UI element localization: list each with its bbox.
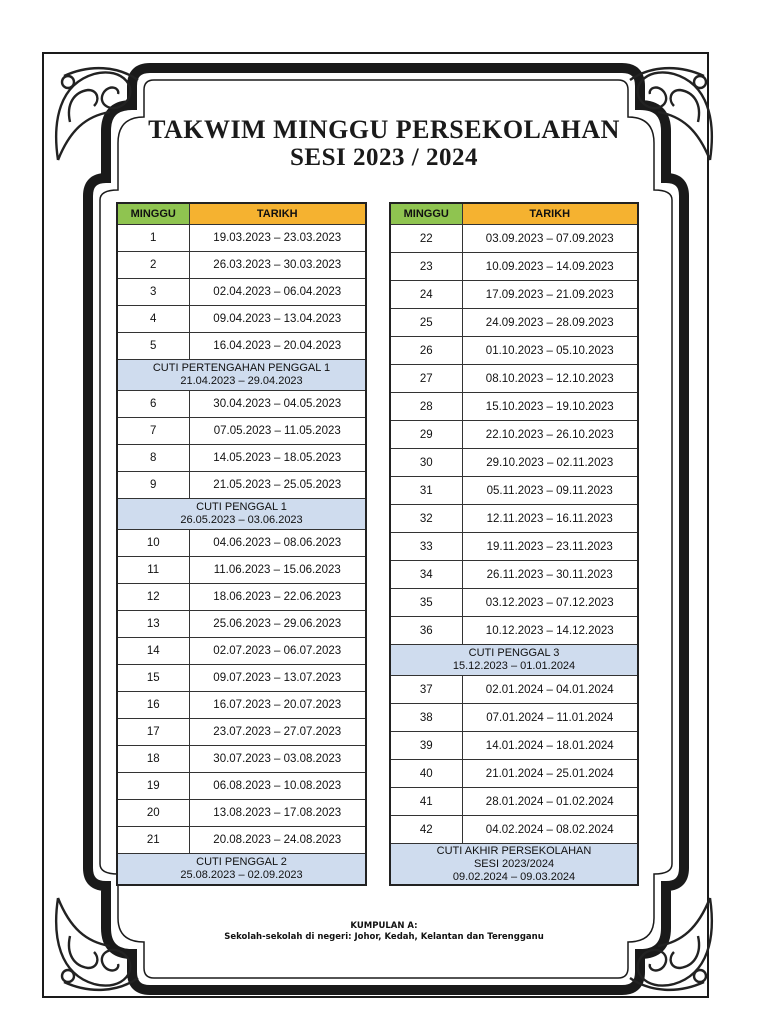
table-row [390, 421, 638, 449]
table-header-row [117, 203, 366, 225]
week-number-cell: 37 [390, 676, 462, 704]
holiday-break-line: 15.12.2023 – 01.01.2024 [452, 660, 576, 672]
table-row [390, 477, 638, 505]
week-number-cell: 26 [390, 337, 462, 365]
table-row [117, 746, 366, 773]
week-number-cell: 38 [390, 704, 462, 732]
date-range-cell: 23.07.2023 – 27.07.2023 [189, 719, 366, 746]
table-row [390, 253, 638, 281]
date-range-cell: 18.06.2023 – 22.06.2023 [189, 584, 366, 611]
holiday-break-row [390, 645, 638, 676]
date-range-cell: 03.12.2023 – 07.12.2023 [462, 589, 638, 617]
table-row [390, 337, 638, 365]
week-number-cell: 23 [390, 253, 462, 281]
week-number-cell: 5 [117, 333, 189, 360]
date-range-cell: 12.11.2023 – 16.11.2023 [462, 505, 638, 533]
holiday-break-cell [390, 844, 638, 886]
week-number-cell: 16 [117, 692, 189, 719]
date-range-cell: 30.04.2023 – 04.05.2023 [189, 391, 366, 418]
header-minggu: MINGGU [117, 203, 189, 225]
holiday-break-line: 25.08.2023 – 02.09.2023 [180, 869, 303, 881]
table-row [390, 617, 638, 645]
date-range-cell: 13.08.2023 – 17.08.2023 [189, 800, 366, 827]
date-range-cell: 16.07.2023 – 20.07.2023 [189, 692, 366, 719]
date-range-cell: 07.01.2024 – 11.01.2024 [462, 704, 638, 732]
week-number-cell: 2 [117, 252, 189, 279]
table-row [117, 472, 366, 499]
holiday-break-line: CUTI PENGGAL 3 [468, 647, 560, 659]
table-row [390, 225, 638, 253]
table-row [117, 530, 366, 557]
corner-ornament-bottom-left [56, 898, 138, 990]
footer-group-label: KUMPULAN A: [350, 921, 418, 931]
date-range-cell: 10.09.2023 – 14.09.2023 [462, 253, 638, 281]
table-row [390, 788, 638, 816]
table-row [117, 252, 366, 279]
week-number-cell: 39 [390, 732, 462, 760]
table-row [117, 773, 366, 800]
week-number-cell: 31 [390, 477, 462, 505]
holiday-break-cell [117, 854, 366, 886]
week-number-cell: 21 [117, 827, 189, 854]
holiday-break-row [117, 854, 366, 886]
week-number-cell: 17 [117, 719, 189, 746]
table-row [390, 449, 638, 477]
holiday-break-line: CUTI PENGGAL 1 [196, 501, 287, 513]
date-range-cell: 19.11.2023 – 23.11.2023 [462, 533, 638, 561]
holiday-break-row [390, 844, 638, 886]
week-number-cell: 25 [390, 309, 462, 337]
week-number-cell: 7 [117, 418, 189, 445]
footer-states-note: Sekolah-sekolah di negeri: Johor, Kedah, Kelantan dan Terengganu [224, 932, 544, 942]
date-range-cell: 01.10.2023 – 05.10.2023 [462, 337, 638, 365]
date-range-cell: 29.10.2023 – 02.11.2023 [462, 449, 638, 477]
table-row [390, 505, 638, 533]
table-row [117, 225, 366, 252]
holiday-break-line: SESI 2023/2024 [473, 857, 555, 870]
date-range-cell: 09.04.2023 – 13.04.2023 [189, 306, 366, 333]
header-tarikh: TARIKH [189, 203, 366, 225]
table-row [117, 611, 366, 638]
holiday-break-line: CUTI PERTENGAHAN PENGGAL 1 [152, 362, 331, 374]
week-number-cell: 15 [117, 665, 189, 692]
week-number-cell: 42 [390, 816, 462, 844]
table-header-row [390, 203, 638, 225]
week-number-cell: 24 [390, 281, 462, 309]
table-row [390, 561, 638, 589]
table-row [390, 393, 638, 421]
table-row [117, 638, 366, 665]
week-number-cell: 12 [117, 584, 189, 611]
week-number-cell: 34 [390, 561, 462, 589]
table-row [390, 533, 638, 561]
table-row [390, 281, 638, 309]
table-row [117, 445, 366, 472]
week-number-cell: 11 [117, 557, 189, 584]
date-range-cell: 09.07.2023 – 13.07.2023 [189, 665, 366, 692]
holiday-break-line: CUTI PENGGAL 2 [196, 856, 287, 868]
table-row [390, 676, 638, 704]
week-number-cell: 22 [390, 225, 462, 253]
week-number-cell: 41 [390, 788, 462, 816]
header-tarikh: TARIKH [462, 203, 638, 225]
holiday-break-line: 09.02.2024 – 09.03.2024 [452, 870, 576, 883]
table-row [390, 732, 638, 760]
date-range-cell: 07.05.2023 – 11.05.2023 [189, 418, 366, 445]
date-range-cell: 26.11.2023 – 30.11.2023 [462, 561, 638, 589]
date-range-cell: 22.10.2023 – 26.10.2023 [462, 421, 638, 449]
date-range-cell: 10.12.2023 – 14.12.2023 [462, 617, 638, 645]
week-number-cell: 20 [117, 800, 189, 827]
week-number-cell: 3 [117, 279, 189, 306]
date-range-cell: 24.09.2023 – 28.09.2023 [462, 309, 638, 337]
date-range-cell: 02.01.2024 – 04.01.2024 [462, 676, 638, 704]
week-number-cell: 6 [117, 391, 189, 418]
left-schedule-table [116, 202, 367, 886]
table-row [117, 557, 366, 584]
date-range-cell: 30.07.2023 – 03.08.2023 [189, 746, 366, 773]
date-range-cell: 19.03.2023 – 23.03.2023 [189, 225, 366, 252]
table-row [390, 760, 638, 788]
week-number-cell: 19 [117, 773, 189, 800]
week-number-cell: 9 [117, 472, 189, 499]
table-row [117, 827, 366, 854]
right-schedule-table [389, 202, 639, 886]
table-row [117, 418, 366, 445]
table-row [390, 816, 638, 844]
table-row [117, 333, 366, 360]
holiday-break-line: CUTI AKHIR PERSEKOLAHAN [436, 844, 592, 857]
table-row [390, 589, 638, 617]
date-range-cell: 17.09.2023 – 21.09.2023 [462, 281, 638, 309]
week-number-cell: 4 [117, 306, 189, 333]
date-range-cell: 21.05.2023 – 25.05.2023 [189, 472, 366, 499]
date-range-cell: 16.04.2023 – 20.04.2023 [189, 333, 366, 360]
week-number-cell: 30 [390, 449, 462, 477]
week-number-cell: 33 [390, 533, 462, 561]
week-number-cell: 10 [117, 530, 189, 557]
date-range-cell: 04.02.2024 – 08.02.2024 [462, 816, 638, 844]
holiday-break-cell [117, 360, 366, 391]
table-row [390, 704, 638, 732]
date-range-cell: 28.01.2024 – 01.02.2024 [462, 788, 638, 816]
holiday-break-cell [390, 645, 638, 676]
page-title: TAKWIM MINGGU PERSEKOLAHAN [148, 115, 620, 144]
week-number-cell: 1 [117, 225, 189, 252]
table-row [117, 584, 366, 611]
date-range-cell: 02.04.2023 – 06.04.2023 [189, 279, 366, 306]
holiday-break-line: 26.05.2023 – 03.06.2023 [180, 514, 303, 526]
week-number-cell: 28 [390, 393, 462, 421]
date-range-cell: 02.07.2023 – 06.07.2023 [189, 638, 366, 665]
table-row [117, 665, 366, 692]
date-range-cell: 11.06.2023 – 15.06.2023 [189, 557, 366, 584]
table-row [117, 391, 366, 418]
week-number-cell: 18 [117, 746, 189, 773]
date-range-cell: 25.06.2023 – 29.06.2023 [189, 611, 366, 638]
table-row [117, 279, 366, 306]
date-range-cell: 08.10.2023 – 12.10.2023 [462, 365, 638, 393]
date-range-cell: 04.06.2023 – 08.06.2023 [189, 530, 366, 557]
week-number-cell: 8 [117, 445, 189, 472]
holiday-break-row [117, 360, 366, 391]
date-range-cell: 14.01.2024 – 18.01.2024 [462, 732, 638, 760]
table-row [390, 309, 638, 337]
week-number-cell: 29 [390, 421, 462, 449]
week-number-cell: 14 [117, 638, 189, 665]
date-range-cell: 14.05.2023 – 18.05.2023 [189, 445, 366, 472]
week-number-cell: 32 [390, 505, 462, 533]
holiday-break-row [117, 499, 366, 530]
header-minggu: MINGGU [390, 203, 462, 225]
holiday-break-line: 21.04.2023 – 29.04.2023 [180, 375, 303, 387]
table-row [117, 719, 366, 746]
table-row [117, 800, 366, 827]
page-subtitle: SESI 2023 / 2024 [290, 144, 478, 171]
date-range-cell: 26.03.2023 – 30.03.2023 [189, 252, 366, 279]
date-range-cell: 06.08.2023 – 10.08.2023 [189, 773, 366, 800]
date-range-cell: 03.09.2023 – 07.09.2023 [462, 225, 638, 253]
week-number-cell: 13 [117, 611, 189, 638]
week-number-cell: 35 [390, 589, 462, 617]
table-row [117, 692, 366, 719]
date-range-cell: 21.01.2024 – 25.01.2024 [462, 760, 638, 788]
week-number-cell: 40 [390, 760, 462, 788]
holiday-break-cell [117, 499, 366, 530]
table-row [117, 306, 366, 333]
week-number-cell: 27 [390, 365, 462, 393]
date-range-cell: 15.10.2023 – 19.10.2023 [462, 393, 638, 421]
table-row [390, 365, 638, 393]
week-number-cell: 36 [390, 617, 462, 645]
date-range-cell: 20.08.2023 – 24.08.2023 [189, 827, 366, 854]
date-range-cell: 05.11.2023 – 09.11.2023 [462, 477, 638, 505]
